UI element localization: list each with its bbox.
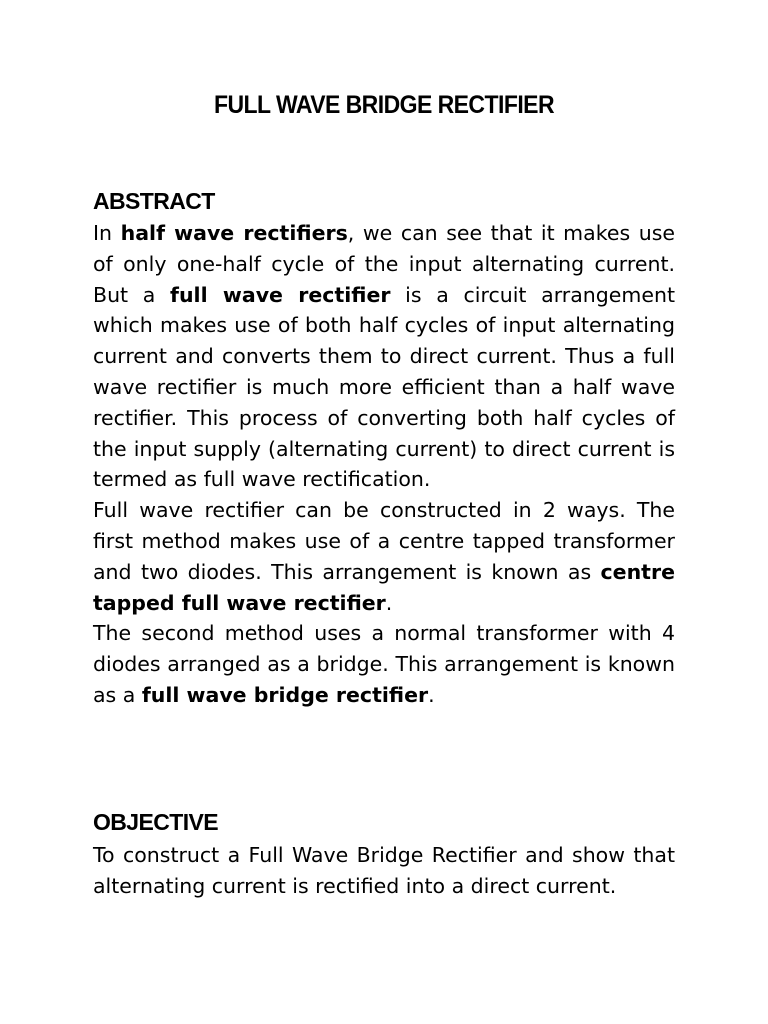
abstract-section	[93, 218, 675, 711]
abstract-p1-bold-half-wave: half wave rectifiers	[120, 221, 348, 245]
abstract-paragraph-3	[93, 618, 675, 710]
document-title: FULL WAVE BRIDGE RECTIFIER	[213, 91, 555, 119]
abstract-p2-bold-centre-tapped: centre tapped full wave rectifier	[93, 559, 675, 615]
abstract-p3-text-1: The second method uses a normal transformer with 4 diodes arranged as a bridge. This arrangement is known as a	[93, 621, 675, 707]
abstract-heading: ABSTRACT	[93, 188, 215, 214]
abstract-paragraph-2	[93, 495, 675, 618]
abstract-p2-text-2: .	[385, 590, 393, 615]
objective-heading: OBJECTIVE	[93, 809, 218, 835]
abstract-p1-bold-full-wave: full wave rectifier	[170, 282, 391, 307]
abstract-paragraph-1	[93, 218, 675, 495]
abstract-p3-text-2: .	[428, 682, 435, 707]
abstract-p1-text-2: , we can see that it makes use of only one-half cycle of the input alternating current. But a	[93, 221, 675, 307]
abstract-p2-text-1: Full wave rectifier can be constructed in 2 ways. The first method makes use of a centre tapped transformer and two diodes. This arrangement is known as	[93, 498, 675, 584]
objective-section	[93, 840, 675, 902]
abstract-p1-text-1: In	[93, 221, 121, 245]
abstract-p3-bold-bridge: full wave bridge rectifier	[141, 682, 429, 707]
objective-paragraph: To construct a Full Wave Bridge Rectifier and show that alternating current is rectified into a direct current.	[93, 843, 675, 898]
abstract-p1-text-3: is a circuit arrangement which makes use of both half cycles of input alternating current and converts them to direct current. Thus a full wave rectifier is much more efficient than a half wave rectifier. This process of converting both half cycles of the input supply (alternating current) to direct current is termed as full wave rectification.	[93, 282, 675, 492]
